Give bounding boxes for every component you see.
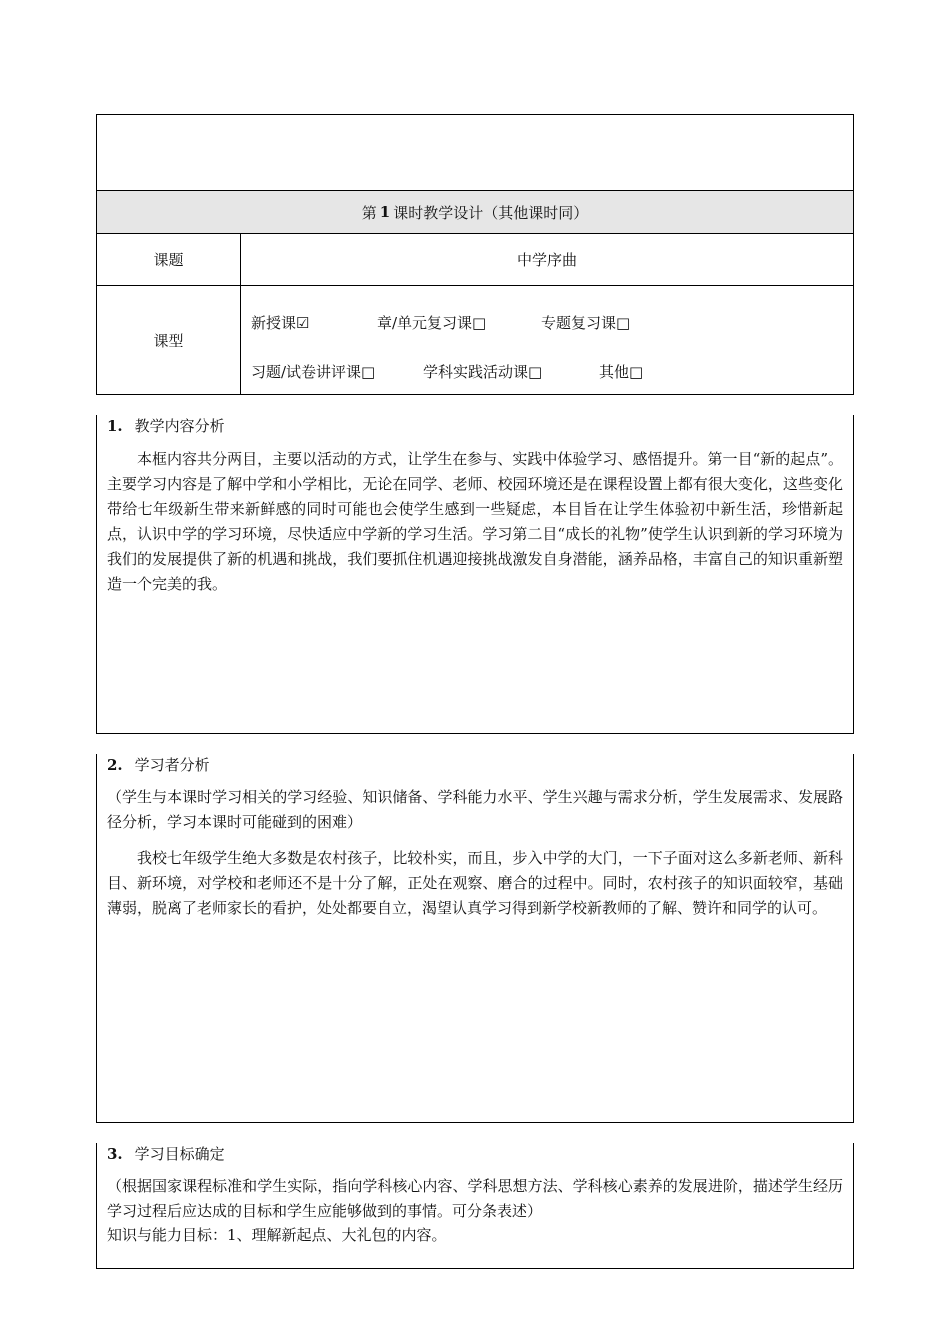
option-topic-review[interactable]: 专题复习课□ bbox=[541, 314, 631, 332]
section3-number: 3. bbox=[107, 1145, 123, 1163]
section2-heading bbox=[107, 754, 843, 775]
section1-body: 本框内容共分两目，主要以活动的方式，让学生在参与、实践中体验学习、感悟提升。第一目“新的起点”。主要学习内容是了解中学和小学相比，无论在同学、老师、校园环境还是在课程设置上都有很大变化，这些变化带给七年级新生带来新鲜感的同时可能也会使学生感到一些疑虑，本目旨在让学生体验初中新生活，珍惜新起点，认识中学的学习环境，尽快适应中学新的学习生活。学习第二目“成长的礼物”使学生认识到新的学习环境为我们的发展提供了新的机遇和挑战，我们要抓住机遇迎接挑战激发自身潜能，涵养品格，丰富自己的知识重新塑造一个完美的我。 bbox=[107, 450, 843, 593]
option-new-lesson[interactable]: 新授课☑ bbox=[251, 314, 310, 332]
lesson-type-label: 课型 bbox=[97, 286, 241, 394]
design-title-number: 1 bbox=[379, 203, 391, 221]
design-title-suffix: 课时教学设计（其他课时同） bbox=[393, 203, 589, 222]
section3-note: （根据国家课程标准和学生实际，指向学科核心内容、学科思想方法、学科核心素养的发展进阶，描述学生经历学习过程后应达成的目标和学生应能够做到的事情。可分条表述） bbox=[107, 1177, 843, 1220]
section1-title: 教学内容分析 bbox=[134, 417, 225, 435]
section3-title: 学习目标确定 bbox=[134, 1145, 225, 1163]
lesson-type-options-row2 bbox=[251, 361, 643, 382]
topic-row bbox=[96, 234, 854, 286]
section2-note: （学生与本课时学习相关的学习经验、知识储备、学科能力水平、学生兴趣与需求分析，学生发展需求、发展路径分析，学习本课时可能碰到的困难） bbox=[107, 788, 843, 831]
option-practice-activity[interactable]: 学科实践活动课□ bbox=[423, 363, 543, 381]
option-unit-review[interactable]: 章/单元复习课□ bbox=[377, 314, 487, 332]
lesson-type-row bbox=[96, 286, 854, 395]
section-content-analysis bbox=[96, 415, 854, 734]
header-blank-row bbox=[96, 114, 854, 191]
option-other[interactable]: 其他□ bbox=[599, 363, 644, 381]
section3-goal: 知识与能力目标：1、理解新起点、大礼包的内容。 bbox=[107, 1226, 447, 1244]
lesson-type-options bbox=[241, 286, 853, 394]
design-title-row bbox=[96, 191, 854, 234]
lesson-design-table bbox=[96, 114, 854, 1269]
topic-label: 课题 bbox=[97, 234, 241, 285]
section3-heading bbox=[107, 1143, 843, 1164]
option-exercise-review[interactable]: 习题/试卷讲评课□ bbox=[251, 363, 376, 381]
section2-number: 2. bbox=[107, 756, 123, 774]
section2-body: 我校七年级学生绝大多数是农村孩子，比较朴实，而且，步入中学的大门，一下子面对这么多新老师、新科目、新环境，对学校和老师还不是十分了解，正处在观察、磨合的过程中。同时，农村孩子的知识面较窄，基础薄弱，脱离了老师家长的看护，处处都要自立，渴望认真学习得到新学校新教师的了解、赞许和同学的认可。 bbox=[107, 849, 843, 917]
lesson-type-options-row1 bbox=[251, 312, 630, 333]
section1-heading bbox=[107, 415, 843, 436]
section1-number: 1. bbox=[107, 417, 123, 435]
design-title-prefix: 第 bbox=[361, 203, 377, 222]
section2-title: 学习者分析 bbox=[134, 756, 210, 774]
section-learner-analysis bbox=[96, 754, 854, 1123]
section-learning-goals bbox=[96, 1143, 854, 1269]
topic-value: 中学序曲 bbox=[516, 251, 577, 269]
